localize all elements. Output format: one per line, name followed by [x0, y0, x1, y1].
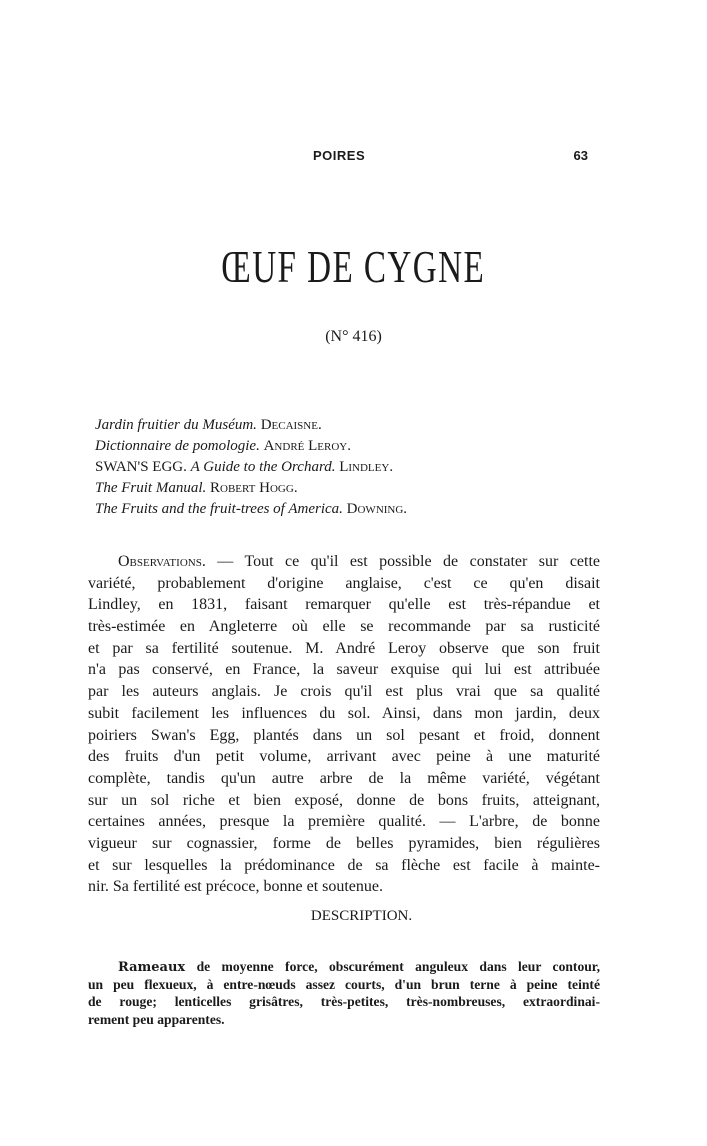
line-text: par les auteurs anglais. Je crois qu'il est plus vrai que sa qualité	[88, 683, 600, 701]
text-line	[88, 703, 600, 725]
text-line	[88, 616, 600, 638]
page-title	[0, 240, 707, 293]
reference-title: Jardin fruitier du Muséum.	[95, 417, 257, 433]
text-line	[88, 681, 600, 703]
line-text: de moyenne force, obscurément anguleux dans leur contour,	[196, 959, 600, 974]
reference-roman: SWAN'S EGG.	[95, 459, 187, 475]
reference-item	[95, 478, 407, 499]
reference-item	[95, 436, 407, 457]
reference-item	[95, 499, 407, 520]
line-text: variété, probablement d'origine anglaise, c'est ce qu'en disait	[88, 574, 600, 592]
running-title: POIRES	[313, 148, 366, 163]
reference-author: Downing.	[346, 501, 408, 517]
text-line	[88, 1011, 600, 1029]
reference-item	[95, 415, 407, 436]
line-text: un peu flexueux, à entre-nœuds assez courts, d'un brun terne à peine teinté	[88, 976, 600, 992]
line-text: vigueur sur cognassier, forme de belles pyramides, bien régulières	[88, 834, 600, 852]
page-number: 63	[573, 148, 588, 163]
text-line	[88, 551, 600, 573]
text-line	[88, 746, 600, 768]
reference-author: Lindley.	[339, 459, 394, 475]
reference-title: Dictionnaire de pomologie.	[95, 438, 260, 454]
reference-title: The Fruit Manual.	[95, 480, 207, 496]
text-line	[88, 958, 600, 976]
observations-paragraph	[88, 551, 600, 898]
rameaux-label: Rameaux	[118, 960, 186, 975]
line-text: des fruits d'un petit volume, arrivant avec peine à une maturité	[88, 748, 600, 766]
line-text: de rouge; lenticelles grisâtres, très-petites, très-nombreuses, extraordinai-	[88, 994, 600, 1009]
text-line	[88, 768, 600, 790]
description-heading: DESCRIPTION.	[310, 908, 413, 924]
reference-title: The Fruits and the fruit-trees of America.	[95, 501, 343, 517]
variety-number: (N° 416)	[325, 328, 382, 345]
line-text: rement peu apparentes.	[88, 1011, 225, 1027]
text-line	[88, 790, 600, 812]
description-paragraph	[88, 958, 600, 1028]
line-text: subit facilement les influences du sol. Ainsi, dans mon jardin, deux	[88, 704, 600, 722]
text-line	[88, 993, 600, 1011]
page-title-text: ŒUF DE CYGNE	[221, 241, 486, 292]
reference-item	[95, 457, 407, 478]
text-line	[88, 725, 600, 747]
text-line	[88, 573, 600, 595]
text-line	[88, 876, 600, 898]
reference-author: Robert Hogg.	[210, 480, 298, 496]
line-text: nir. Sa fertilité est précoce, bonne et soutenue.	[88, 878, 384, 896]
line-text: certaines années, presque la première qualité. — L'arbre, de bonne	[88, 813, 600, 831]
line-text: — Tout ce qu'il est possible de constater sur cette	[217, 553, 601, 570]
line-text: complète, tandis qu'un autre arbre de la même variété, végétant	[88, 769, 600, 787]
text-line	[88, 659, 600, 681]
reference-author: André Leroy.	[263, 438, 351, 454]
reference-author: Decaisne.	[260, 417, 322, 433]
text-line	[88, 976, 600, 994]
text-line	[88, 811, 600, 833]
text-line	[88, 833, 600, 855]
line-text: sur un sol riche et bien exposé, donne de bons fruits, atteignant,	[88, 791, 600, 809]
observations-label: Observations.	[118, 553, 206, 570]
text-line	[88, 638, 600, 660]
references-list	[95, 415, 407, 520]
line-text: poiriers Swan's Egg, plantés dans un sol pesant et froid, donnent	[88, 726, 600, 744]
line-text: Lindley, en 1831, faisant remarquer qu'elle est très-répandue et	[88, 596, 600, 614]
text-line	[88, 594, 600, 616]
line-text: n'a pas conservé, en France, la saveur exquise qui lui est attribuée	[88, 661, 600, 679]
reference-title: A Guide to the Orchard.	[190, 459, 336, 475]
line-text: très-estimée en Angleterre où elle se recommande par sa rusticité	[88, 618, 600, 636]
line-text: et sur lesquelles la prédominance de sa flèche est facile à mainte-	[88, 856, 600, 874]
text-line	[88, 855, 600, 877]
line-text: et par sa fertilité soutenue. M. André Leroy observe que son fruit	[88, 639, 600, 657]
